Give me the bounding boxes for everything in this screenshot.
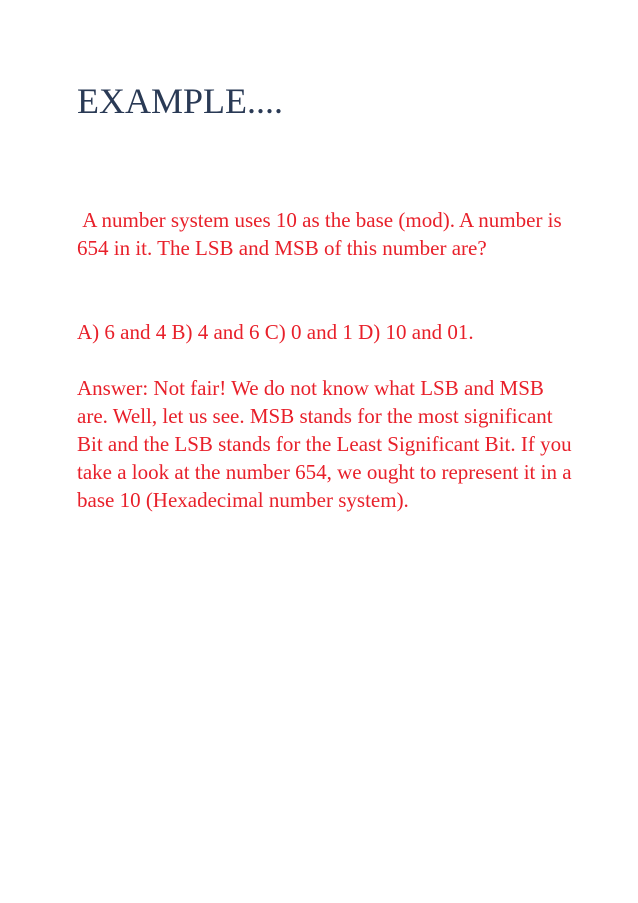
page-title: EXAMPLE.... [77, 81, 283, 121]
question-text: A number system uses 10 as the base (mod). A number is 654 in it. The LSB and MSB of this number are? [77, 208, 567, 260]
answer-options: A) 6 and 4 B) 4 and 6 C) 0 and 1 D) 10 and 01. [77, 320, 474, 344]
answer-text: Answer: Not fair! We do not know what LSB and MSB are. Well, let us see. MSB stands for the most significant Bit and the LSB stands for the Least Significant Bit. If you take a look at the number 654, we ought to represent it in a base 10 (Hexadecimal number system). [77, 376, 572, 512]
